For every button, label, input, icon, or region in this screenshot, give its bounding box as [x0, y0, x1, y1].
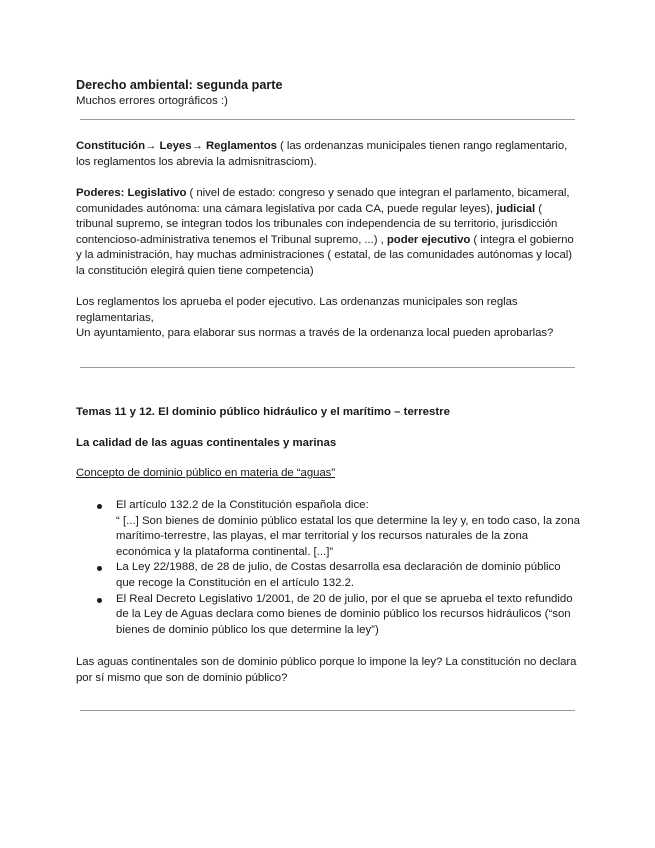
list-item — [76, 592, 581, 639]
poderes-ejecutivo-bold: poder ejecutivo — [386, 233, 471, 246]
list-item — [76, 560, 581, 591]
hierarchy-text: ( las ordenanzas municipales tienen rango reglamentario, los reglamentos los abrevia la admisnitrasciom). — [76, 140, 568, 168]
document-title: Derecho ambiental: segunda parte — [76, 78, 283, 92]
bullet-icon — [97, 598, 102, 603]
horizontal-divider — [80, 367, 575, 368]
section-heading: Temas 11 y 12. El dominio público hidráulico y el marítimo – terrestre — [76, 406, 450, 418]
bullet-text: La Ley 22/1988, de 28 de julio, de Costas desarrolla esa declaración de dominio público que recoge la Constitución en el artículo 132.2. — [116, 561, 561, 589]
poderes-legislativo-bold: Poderes: Legislativo — [76, 187, 187, 199]
hierarchy-bold: Constitución→ Leyes→ Reglamentos — [76, 140, 277, 152]
bullet-icon — [97, 566, 102, 571]
reglamentos-line-1: Los reglamentos los aprueba el poder ejecutivo. Las ordenanzas municipales son reglas reglamentarias, — [76, 296, 518, 324]
reglamentos-line-2: Un ayuntamiento, para elaborar sus normas a través de la ordenanza local pueden aprobarlas? — [76, 327, 554, 340]
document-subtitle: Muchos errores ortográficos :) — [76, 95, 228, 107]
list-item — [76, 498, 581, 560]
bullet-quote: “ [...] Son bienes de dominio público estatal los que determine la ley y, en todo caso, la zona marítimo-terrestre, las playas, el mar territorial y los recursos naturales de la zona económica y la plataforma continental. [...]” — [116, 514, 580, 558]
bullet-text: El artículo 132.2 de la Constitución española dice: — [116, 499, 369, 511]
concept-heading: Concepto de dominio público en materia de “aguas” — [76, 467, 336, 479]
poderes-judicial-bold: judicial — [496, 202, 536, 215]
paragraph-question: Las aguas continentales son de dominio público porque lo impone la ley? La constitución no declara por sí mismo que son de dominio público? — [76, 656, 577, 684]
paragraph-reglamentos — [76, 295, 581, 342]
poderes-judicial-text: ( tribunal supremo, se integran todos los tribunales con independencia de su territorio, jurisdicción contencioso-administrativa tenemos el Tribunal supremo, ...) , — [76, 202, 558, 246]
bullet-icon — [97, 504, 102, 509]
horizontal-divider — [80, 119, 575, 120]
bullet-text: El Real Decreto Legislativo 1/2001, de 20 de julio, por el que se aprueba el texto refundido de la Ley de Aguas declara como bienes de dominio público los recursos hidráulicos (“son bienes de dominio público los que determine la ley”) — [116, 592, 573, 636]
paragraph-poderes — [76, 186, 581, 280]
bullet-list — [76, 498, 581, 638]
horizontal-divider — [80, 710, 575, 711]
paragraph-hierarchy — [76, 139, 581, 170]
section-subheading: La calidad de las aguas continentales y marinas — [76, 437, 337, 449]
poderes-legislativo-text: ( nivel de estado: congreso y senado que integran el parlamento, bicameral, comunidades autónoma: una cámara legislativa por cada CA, puede regular leyes), — [76, 187, 570, 215]
poderes-ejecutivo-text: ( integra el gobierno y la administración, hay muchas administraciones ( estatal, de las comunidades autónomas y local) la constitución elegirá quien tiene competencia) — [76, 233, 574, 277]
